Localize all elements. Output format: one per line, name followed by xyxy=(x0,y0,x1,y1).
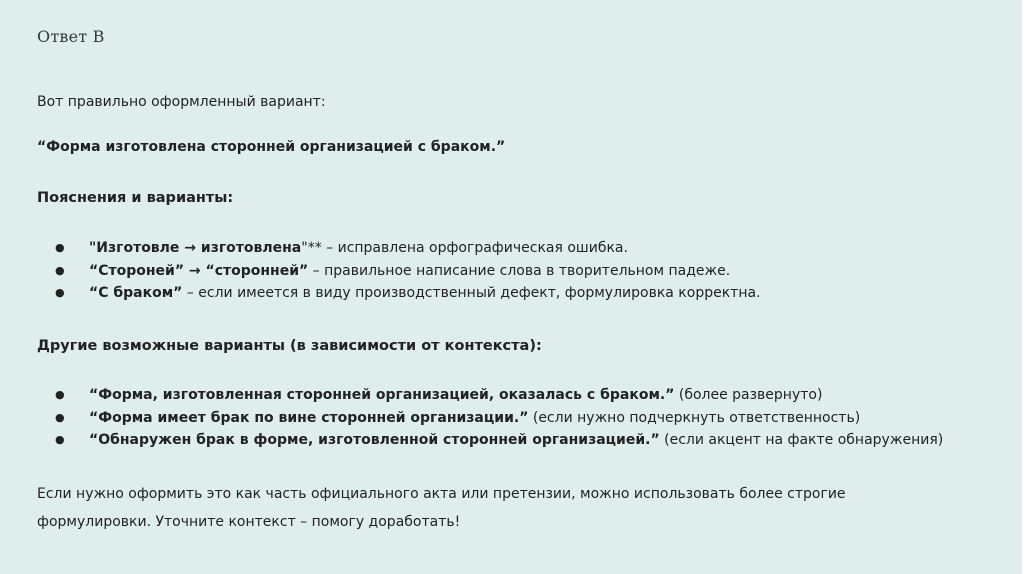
list-item-text: (если нужно подчеркнуть ответственность) xyxy=(528,409,861,426)
list-item xyxy=(37,282,761,305)
section-heading-explanations: Пояснения и варианты: xyxy=(37,190,234,206)
list-item-bold: “Форма, изготовленная сторонней организацией, оказалась с браком.” xyxy=(89,387,675,403)
outro-text-line-2: формулировки. Уточните контекст – помогу доработать! xyxy=(37,514,461,530)
list-item xyxy=(37,429,943,452)
list-item-bold: “С браком” xyxy=(89,285,183,301)
list-item-bold: “Обнаружен брак в форме, изготовленной сторонней организацией.” xyxy=(89,432,660,448)
list-item-text: – если имеется в виду производственный дефект, формулировка корректна. xyxy=(182,285,761,301)
outro-text-line-1: Если нужно оформить это как часть официального акта или претензии, можно использовать более строгие xyxy=(37,486,846,502)
list-item-text: (более развернуто) xyxy=(674,387,823,403)
bullet-icon: ● xyxy=(55,263,65,277)
list-item-text: "** – исправлена орфографическая ошибка. xyxy=(301,240,628,256)
list-item xyxy=(37,260,761,283)
list-item xyxy=(37,407,943,430)
bullet-icon: ● xyxy=(55,388,65,401)
list-item xyxy=(37,237,761,260)
list-item-text: (если акцент на факте обнаружения) xyxy=(659,432,944,448)
bullet-icon: ● xyxy=(55,410,65,424)
explanations-list xyxy=(37,237,761,305)
list-item-bold: "Изготовле → изготовлена xyxy=(89,240,302,256)
bullet-icon: ● xyxy=(55,433,65,446)
list-item-text: – правильное написание слова в творительном падеже. xyxy=(308,262,731,279)
bullet-icon: ● xyxy=(55,241,65,254)
list-item xyxy=(37,384,943,407)
main-quote: “Форма изготовлена сторонней организацией с браком.” xyxy=(37,139,506,155)
bullet-icon: ● xyxy=(55,286,65,299)
list-item-bold: “Стороней” → “сторонней” xyxy=(89,262,309,279)
intro-text: Вот правильно оформленный вариант: xyxy=(37,94,326,110)
slide-title: Ответ В xyxy=(37,27,105,46)
alternatives-list xyxy=(37,384,943,452)
list-item-bold: “Форма имеет брак по вине сторонней организации.” xyxy=(89,409,529,426)
section-heading-alternatives: Другие возможные варианты (в зависимости от контекста): xyxy=(37,338,542,354)
